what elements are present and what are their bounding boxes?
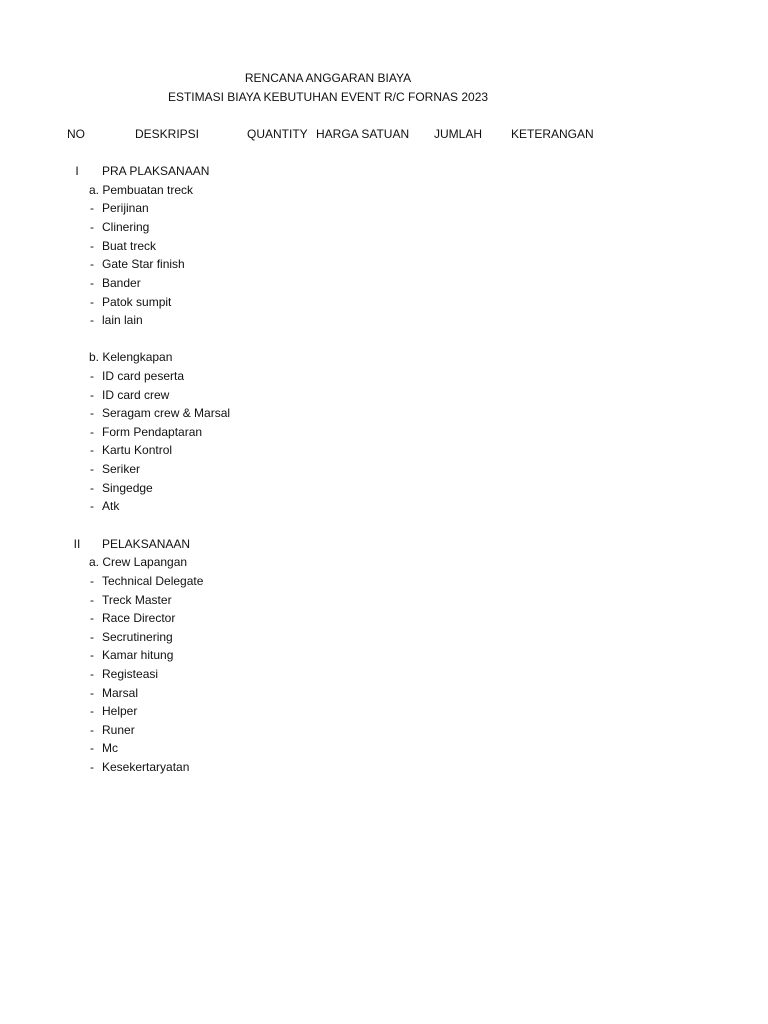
list-bullet: -: [90, 741, 94, 755]
section-title: PRA PLAKSANAAN: [102, 164, 210, 178]
list-bullet: -: [90, 406, 94, 420]
list-item: Seragam crew & Marsal: [102, 406, 231, 420]
list-bullet: -: [90, 201, 94, 215]
list-bullet: -: [90, 443, 94, 457]
list-bullet: -: [90, 462, 94, 476]
section-number: I: [75, 164, 79, 178]
column-header-quantity: QUANTITY: [247, 127, 308, 141]
list-item: Buat treck: [102, 239, 157, 253]
list-bullet: -: [90, 648, 94, 662]
list-item: Kesekertaryatan: [102, 760, 190, 774]
list-bullet: -: [90, 276, 94, 290]
list-bullet: -: [90, 295, 94, 309]
list-bullet: -: [90, 593, 94, 607]
list-bullet: -: [90, 425, 94, 439]
column-header-harga-satuan: HARGA SATUAN: [316, 127, 410, 141]
list-item: Atk: [102, 499, 120, 513]
list-item: Kartu Kontrol: [102, 443, 173, 457]
list-item: Patok sumpit: [102, 295, 172, 309]
list-item: Bander: [102, 276, 141, 290]
list-bullet: -: [90, 388, 94, 402]
list-item: Treck Master: [102, 593, 172, 607]
section-title: PELAKSANAAN: [102, 537, 191, 551]
section-number: II: [73, 537, 81, 551]
column-header-keterangan: KETERANGAN: [511, 127, 594, 141]
list-item: Runer: [102, 723, 135, 737]
list-item: Form Pendaptaran: [102, 425, 203, 439]
list-bullet: -: [90, 369, 94, 383]
group-label: b. Kelengkapan: [89, 350, 173, 364]
list-item: ID card peserta: [102, 369, 185, 383]
list-item: Secrutinering: [102, 630, 173, 644]
list-item: Race Director: [102, 611, 176, 625]
list-bullet: -: [90, 574, 94, 588]
list-item: Clinering: [102, 220, 150, 234]
column-header-deskripsi: DESKRIPSI: [135, 127, 200, 141]
list-bullet: -: [90, 313, 94, 327]
column-header-no: NO: [67, 127, 85, 141]
list-item: Gate Star finish: [102, 257, 185, 271]
list-bullet: -: [90, 220, 94, 234]
document-subtitle: ESTIMASI BIAYA KEBUTUHAN EVENT R/C FORNAS 2023: [167, 90, 489, 104]
list-item: Perijinan: [102, 201, 149, 215]
list-bullet: -: [90, 667, 94, 681]
list-bullet: -: [90, 630, 94, 644]
group-label: a. Crew Lapangan: [89, 555, 188, 569]
list-bullet: -: [90, 481, 94, 495]
list-bullet: -: [90, 499, 94, 513]
list-bullet: -: [90, 723, 94, 737]
list-item: lain lain: [102, 313, 143, 327]
list-item: Helper: [102, 704, 138, 718]
column-header-jumlah: JUMLAH: [434, 127, 483, 141]
list-item: ID card crew: [102, 388, 170, 402]
list-bullet: -: [90, 611, 94, 625]
list-bullet: -: [90, 760, 94, 774]
list-bullet: -: [90, 257, 94, 271]
list-bullet: -: [90, 704, 94, 718]
list-item: Kamar hitung: [102, 648, 174, 662]
list-bullet: -: [90, 686, 94, 700]
list-bullet: -: [90, 239, 94, 253]
group-label: a. Pembuatan treck: [89, 183, 194, 197]
list-item: Registeasi: [102, 667, 159, 681]
list-item: Singedge: [102, 481, 153, 495]
list-item: Mc: [102, 741, 118, 755]
list-item: Technical Delegate: [102, 574, 204, 588]
list-item: Seriker: [102, 462, 141, 476]
document-title: RENCANA ANGGARAN BIAYA: [244, 71, 412, 85]
list-item: Marsal: [102, 686, 139, 700]
